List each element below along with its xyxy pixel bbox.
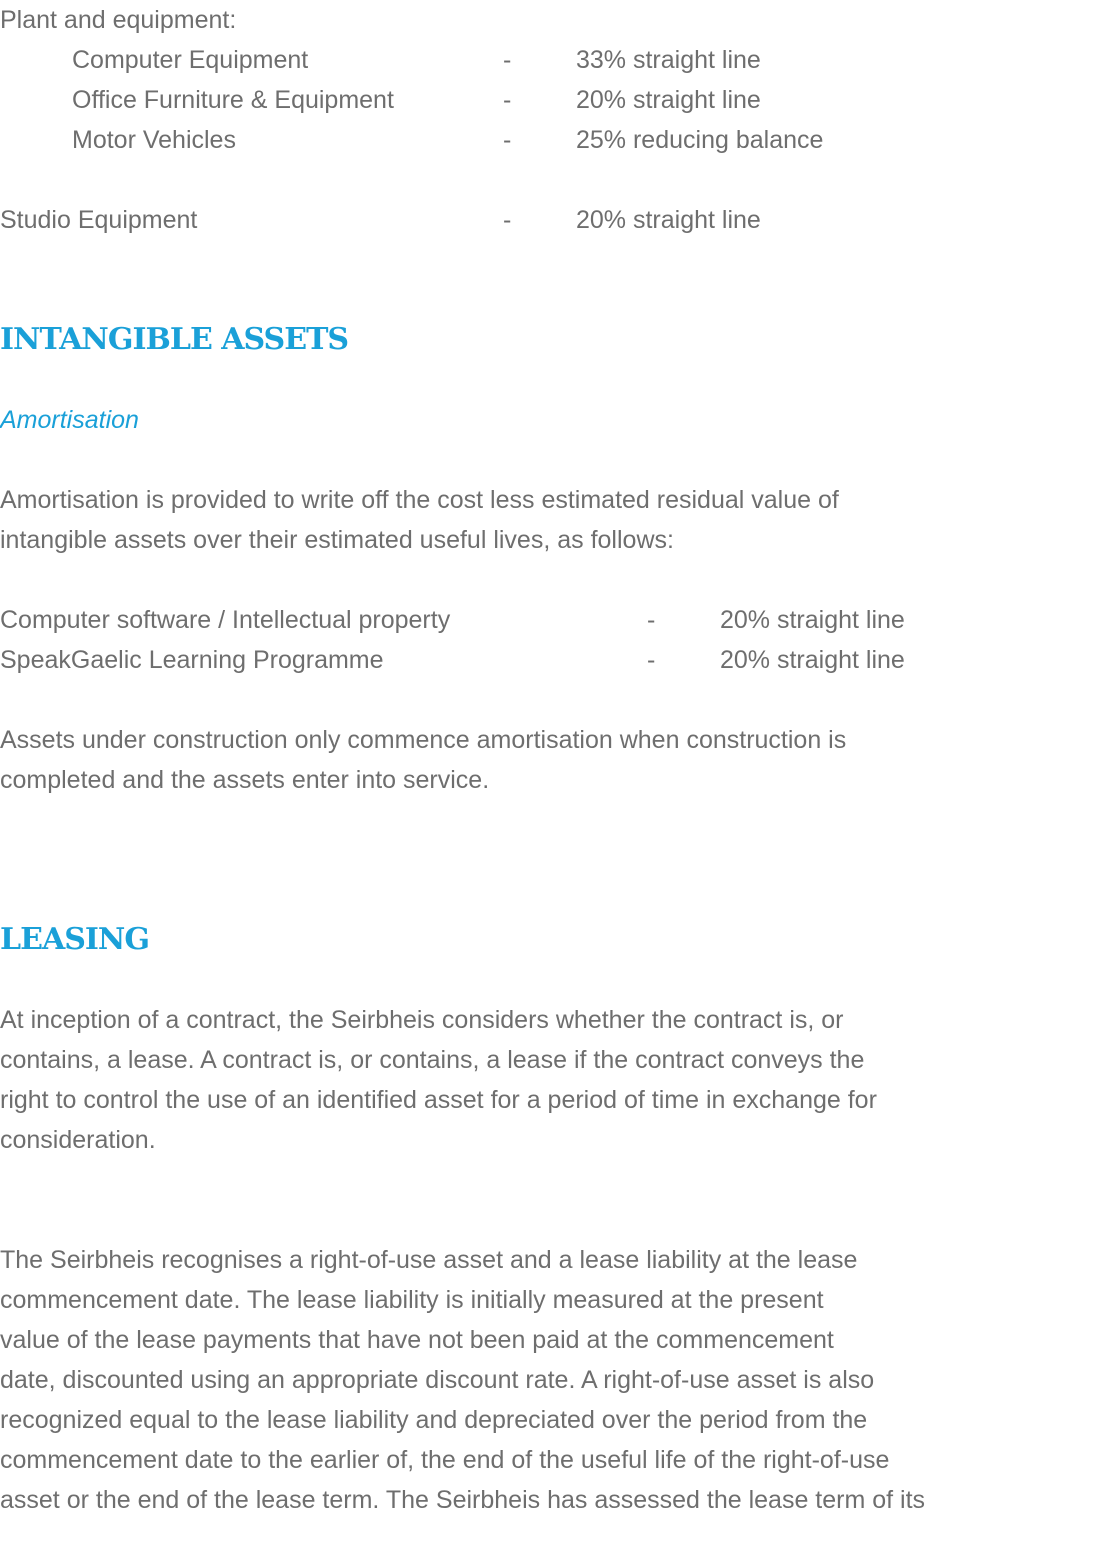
paragraph-line: value of the lease payments that have not been paid at the commencement [0,1326,834,1354]
depreciation-rate: 25% reducing balance [576,126,824,154]
paragraph-line: commencement date. The lease liability is initially measured at the present [0,1286,824,1314]
amortisation-rate: 20% straight line [720,646,905,674]
paragraph-line: commencement date to the earlier of, the end of the useful life of the right-of-use [0,1446,890,1474]
rate-dash: - [647,646,656,674]
paragraph-line: Assets under construction only commence amortisation when construction is [0,726,847,754]
rate-row [0,120,1100,160]
depreciation-rate: 33% straight line [576,46,761,74]
paragraph-line: date, discounted using an appropriate discount rate. A right-of-use asset is also [0,1366,875,1394]
asset-name: Motor Vehicles [72,126,236,154]
depreciation-rate: 20% straight line [576,206,761,234]
rate-dash: - [503,206,512,234]
asset-name: Computer Equipment [72,46,309,74]
asset-name: Computer software / Intellectual property [0,606,451,634]
asset-name: Studio Equipment [0,206,198,234]
asset-name: Office Furniture & Equipment [72,86,394,114]
paragraph-line: consideration. [0,1126,156,1154]
plant-intro: Plant and equipment: [0,6,237,34]
depreciation-rate: 20% straight line [576,86,761,114]
rate-row [0,640,1100,680]
paragraph-amortisation [0,480,1100,560]
rate-row-studio [0,200,1100,240]
rate-dash: - [503,46,512,74]
rate-row [0,80,1100,120]
paragraph-line: At inception of a contract, the Seirbheis considers whether the contract is, or [0,1006,844,1034]
rate-row [0,600,1100,640]
rate-dash: - [503,86,512,114]
asset-name: SpeakGaelic Learning Programme [0,646,384,674]
paragraph-line: recognized equal to the lease liability and depreciated over the period from the [0,1406,868,1434]
paragraph-assets-under-construction [0,720,1100,800]
rate-dash: - [647,606,656,634]
paragraph-line: The Seirbheis recognises a right-of-use asset and a lease liability at the lease [0,1246,858,1274]
paragraph-line: right to control the use of an identified asset for a period of time in exchange for [0,1086,877,1114]
paragraph-lease-inception [0,1000,1100,1160]
paragraph-line: Amortisation is provided to write off the cost less estimated residual value of [0,486,839,514]
rate-dash: - [503,126,512,154]
paragraph-line: intangible assets over their estimated useful lives, as follows: [0,526,674,554]
subheading-amortisation: Amortisation [0,406,139,434]
amortisation-rate: 20% straight line [720,606,905,634]
paragraph-line: completed and the assets enter into service. [0,766,490,794]
rate-row [0,40,1100,80]
paragraph-line: asset or the end of the lease term. The Seirbheis has assessed the lease term of its [0,1486,926,1514]
section-heading-intangible-assets: INTANGIBLE ASSETS [0,322,349,357]
paragraph-right-of-use [0,1240,1100,1520]
paragraph-line: contains, a lease. A contract is, or contains, a lease if the contract conveys the [0,1046,865,1074]
section-heading-leasing: LEASING [0,922,149,957]
